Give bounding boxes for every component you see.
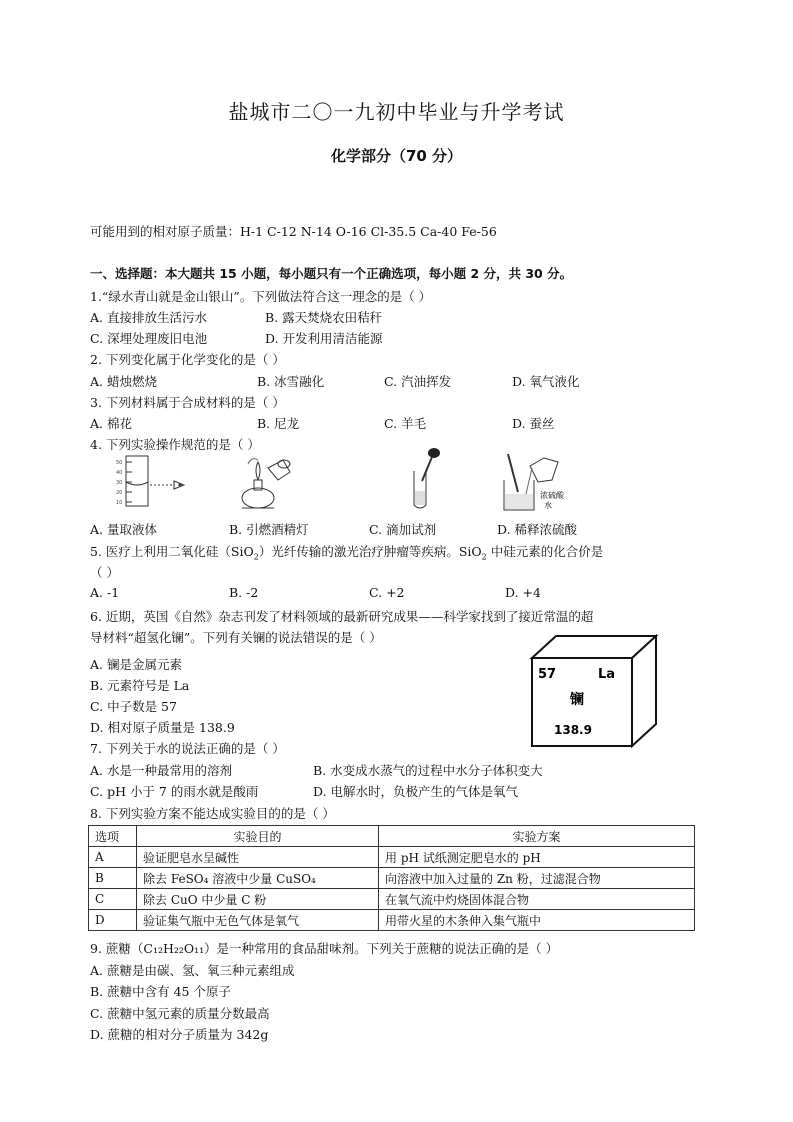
q7-option-b: B. 水变成水蒸气的过程中水分子体积变大 [313, 763, 543, 778]
q2-option-b: B. 冰雪融化 [257, 374, 325, 389]
header-purpose: 实验目的 [137, 826, 379, 847]
table-row [89, 889, 695, 910]
atomic-mass-line: 可能用到的相对原子质量：H-1 C-12 N-14 O-16 Cl-35.5 Ca-40 Fe-56 [90, 224, 497, 239]
cube-name: 镧 [570, 692, 584, 708]
row-plan: 用 pH 试纸测定肥皂水的 pH [379, 847, 695, 868]
section-heading: 一、选择题：本大题共 15 小题，每小题只有一个正确选项，每小题 2 分，共 30 分。 [90, 266, 573, 281]
q6-option-c: C. 中子数是 57 [90, 699, 177, 714]
alcohol-lamp-figure [228, 450, 308, 512]
q7-option-c: C. pH 小于 7 的雨水就是酸雨 [90, 784, 259, 799]
q2-stem: 2. 下列变化属于化学变化的是（ ） [90, 352, 285, 367]
q2-option-a: A. 蜡烛燃烧 [90, 374, 157, 389]
cyl-tick-40: 40 [116, 470, 123, 476]
dilute-acid-figure [500, 452, 575, 514]
row-purpose: 除去 CuO 中少量 C 粉 [137, 889, 379, 910]
q8-stem: 8. 下列实验方案不能达成实验目的的是（ ） [90, 806, 335, 821]
q2-option-c: C. 汽油挥发 [384, 374, 452, 389]
q7-option-d: D. 电解水时，负极产生的气体是氧气 [313, 784, 519, 799]
cube-mass: 138.9 [554, 723, 592, 737]
q9-option-d: D. 蔗糖的相对分子质量为 342g [90, 1027, 269, 1042]
q1-stem: 1.“绿水青山就是金山银山”。下列做法符合这一理念的是（ ） [90, 289, 432, 304]
q5-option-c: C. +2 [369, 585, 405, 600]
exam-title: 盐城市二〇一九初中毕业与升学考试 [228, 100, 565, 124]
row-option: A [89, 847, 137, 868]
q6-option-a: A. 镧是金属元素 [90, 657, 182, 672]
q4-option-a: A. 量取液体 [90, 522, 157, 537]
q1-option-d: D. 开发利用清洁能源 [265, 331, 383, 346]
q1-option-a: A. 直接排放生活污水 [90, 310, 207, 325]
q7-option-a: A. 水是一种最常用的溶剂 [90, 763, 232, 778]
q4-option-c: C. 滴加试剂 [369, 522, 437, 537]
q9-stem: 9. 蔗糖（C₁₂H₂₂O₁₁）是一种常用的食品甜味剂。下列关于蔗糖的说法正确的是（ ） [90, 941, 559, 956]
q9-option-c: C. 蔗糖中氢元素的质量分数最高 [90, 1006, 270, 1021]
table-header-row [89, 826, 695, 847]
q6-option-d: D. 相对原子质量是 138.9 [90, 720, 235, 735]
q5-stem [90, 542, 603, 562]
table-row [89, 868, 695, 889]
graduated-cylinder-figure [112, 452, 192, 512]
q6-stem-line2: 导材料“超氢化镧”。下列有关镧的说法错误的是（ ） [90, 630, 382, 645]
experiment-table [88, 825, 695, 931]
q2-option-d: D. 氧气液化 [512, 374, 580, 389]
q4-option-d: D. 稀释浓硫酸 [497, 522, 578, 537]
q3-option-c: C. 羊毛 [384, 416, 427, 431]
q5-stem-mid: ）光纤传输的激光治疗肿瘤等疾病。SiO [258, 544, 482, 559]
cube-atomic-number: 57 [538, 667, 557, 682]
q1-option-c: C. 深埋处理废旧电池 [90, 331, 208, 346]
q9-option-a: A. 蔗糖是由碳、氢、氧三种元素组成 [90, 963, 295, 978]
row-option: D [89, 910, 137, 931]
row-plan: 向溶液中加入过量的 Zn 粉，过滤混合物 [379, 868, 695, 889]
header-option: 选项 [89, 826, 137, 847]
row-purpose: 除去 FeSO₄ 溶液中少量 CuSO₄ [137, 868, 379, 889]
q5-option-a: A. -1 [90, 585, 120, 600]
row-plan: 用带火星的木条伸入集气瓶中 [379, 910, 695, 931]
table-row [89, 847, 695, 868]
q3-option-b: B. 尼龙 [257, 416, 300, 431]
q3-option-a: A. 棉花 [90, 416, 132, 431]
q5-stem-post: 中硅元素的化合价是 [486, 544, 604, 559]
q5-paren: （ ） [90, 565, 119, 580]
lanthanum-element-cube [528, 634, 668, 750]
q3-option-d: D. 蚕丝 [512, 416, 555, 431]
row-plan: 在氧气流中灼烧固体混合物 [379, 889, 695, 910]
q5-sub-1: 2 [253, 552, 259, 562]
cyl-tick-30: 30 [116, 480, 123, 486]
q7-stem: 7. 下列关于水的说法正确的是（ ） [90, 741, 285, 756]
water-label: 水 [544, 501, 552, 510]
row-option: C [89, 889, 137, 910]
row-purpose: 验证肥皂水呈碱性 [137, 847, 379, 868]
cube-symbol: La [598, 667, 616, 682]
q6-option-b: B. 元素符号是 La [90, 678, 190, 693]
q5-option-b: B. -2 [229, 585, 259, 600]
cyl-tick-20: 20 [116, 490, 123, 496]
cyl-tick-50: 50 [116, 460, 123, 466]
q5-option-d: D. +4 [505, 585, 541, 600]
q5-stem-pre: 5. 医疗上利用二氧化硅（SiO [90, 544, 254, 559]
q3-stem: 3. 下列材料属于合成材料的是（ ） [90, 395, 285, 410]
acid-label: 浓硫酸 [540, 491, 564, 500]
row-purpose: 验证集气瓶中无色气体是氧气 [137, 910, 379, 931]
test-tube-dropper-figure [398, 447, 448, 513]
q4-stem: 4. 下列实验操作规范的是（ ） [90, 437, 260, 452]
exam-subtitle: 化学部分（70 分） [330, 147, 463, 165]
q1-option-b: B. 露天焚烧农田秸秆 [265, 310, 383, 325]
q6-stem-line1: 6. 近期，英国《自然》杂志刊发了材料领域的最新研究成果——科学家找到了接近常温的超 [90, 609, 594, 624]
cyl-tick-10: 10 [116, 500, 123, 506]
header-plan: 实验方案 [379, 826, 695, 847]
q5-sub-2: 2 [481, 552, 487, 562]
table-row [89, 910, 695, 931]
q4-option-b: B. 引燃酒精灯 [229, 522, 309, 537]
row-option: B [89, 868, 137, 889]
q9-option-b: B. 蔗糖中含有 45 个原子 [90, 984, 231, 999]
